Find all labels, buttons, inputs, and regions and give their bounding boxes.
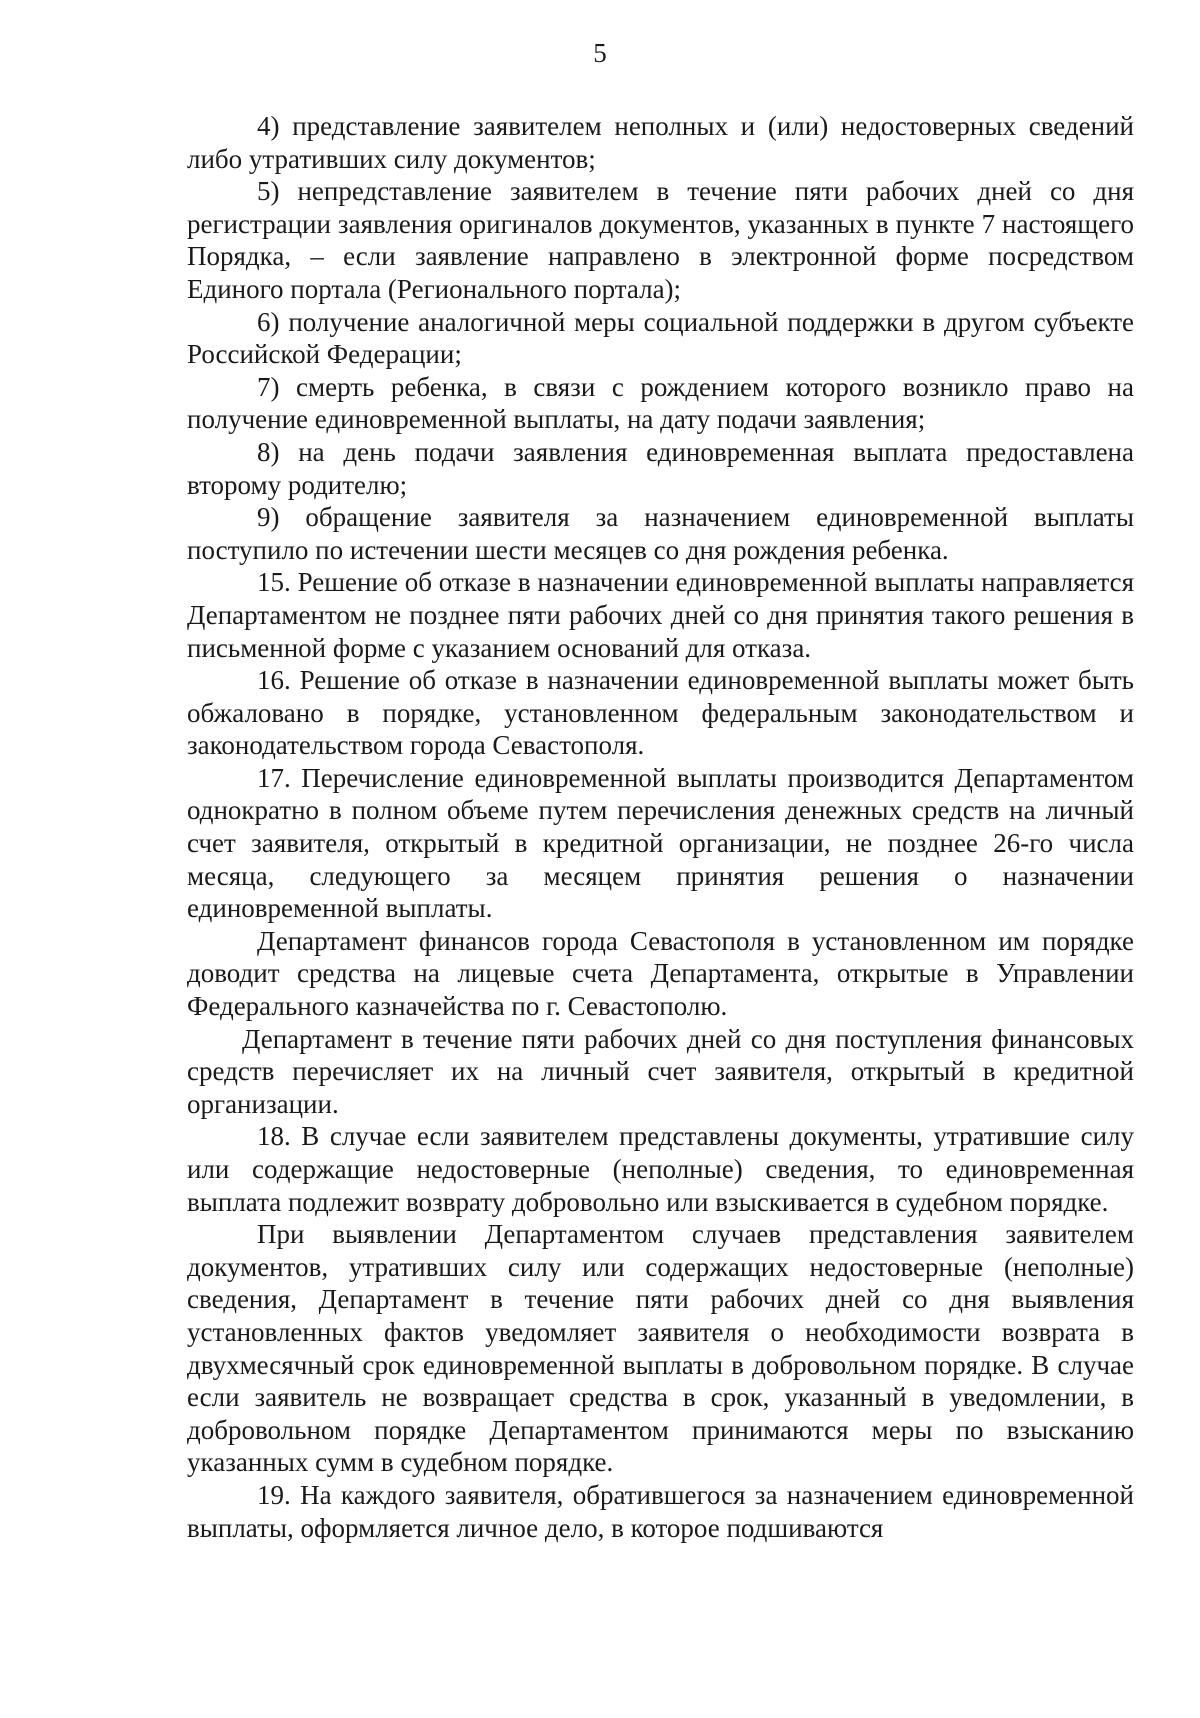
paragraph-item-6: 6) получение аналогичной меры социальной поддержки в другом субъекте Российской Федерации; bbox=[187, 306, 1134, 370]
paragraph-detection: При выявлении Департаментом случаев представления заявителем документов, утративших силу или содержащих недостоверные (неполные) сведения, Департамент в течение пяти рабочих дней со дня выявления установленных фактов уведомляет заявителя о необходимости возврата в двухмесячный срок единовременной выплаты в добровольном порядке. В случае если заявитель не возвращает средства в срок, указанный в уведомлении, в добровольном порядке Департаментом принимаются меры по взысканию указанных сумм в судебном порядке. bbox=[187, 1219, 1134, 1478]
paragraph-section-15: 15. Решение об отказе в назначении единовременной выплаты направляется Департаментом не позднее пяти рабочих дней со дня принятия такого решения в письменной форме с указанием оснований для отказа. bbox=[187, 567, 1134, 663]
paragraph-section-17: 17. Перечисление единовременной выплаты производится Департаментом однократно в полном объеме путем перечисления денежных средств на личный счет заявителя, открытый в кредитной организации, не позднее 26-го числа месяца, следующего за месяцем принятия решения о назначении единовременной выплаты. bbox=[187, 762, 1134, 924]
paragraph-section-16: 16. Решение об отказе в назначении единовременной выплаты может быть обжаловано в порядке, установленном федеральным законодательством и законодательством города Севастополя. bbox=[187, 665, 1134, 761]
paragraph-item-7: 7) смерть ребенка, в связи с рождением которого возникло право на получение единовременной выплаты, на дату подачи заявления; bbox=[187, 371, 1134, 435]
paragraph-item-4: 4) представление заявителем неполных и (или) недостоверных сведений либо утративших силу документов; bbox=[187, 111, 1134, 174]
paragraph-department-transfer: Департамент в течение пяти рабочих дней со дня поступления финансовых средств перечисляет их на личный счет заявителя, открытый в кредитной организации. bbox=[187, 1023, 1134, 1119]
paragraph-section-19: 19. На каждого заявителя, обратившегося за назначением единовременной выплаты, оформляется личное дело, в которое подшиваются bbox=[187, 1479, 1134, 1543]
page-number: 5 bbox=[593, 38, 607, 68]
document-body bbox=[187, 110, 1134, 1544]
paragraph-item-9: 9) обращение заявителя за назначением единовременной выплаты поступило по истечении шести месяцев со дня рождения ребенка. bbox=[187, 502, 1134, 565]
paragraph-section-18: 18. В случае если заявителем представлены документы, утратившие силу или содержащие недостоверные (неполные) сведения, то единовременная выплата подлежит возврату добровольно или взыскивается в судебном порядке. bbox=[187, 1121, 1134, 1217]
paragraph-finance-department: Департамент финансов города Севастополя в установленном им порядке доводит средства на лицевые счета Департамента, открытые в Управлении Федерального казначейства по г. Севастополю. bbox=[187, 925, 1134, 1022]
paragraph-item-5: 5) непредставление заявителем в течение пяти рабочих дней со дня регистрации заявления оригиналов документов, указанных в пункте 7 настоящего Порядка, – если заявление направлено в электронной форме посредством Единого портала (Регионального портала); bbox=[187, 176, 1134, 304]
paragraph-item-8: 8) на день подачи заявления единовременная выплата предоставлена второму родителю; bbox=[187, 436, 1134, 500]
